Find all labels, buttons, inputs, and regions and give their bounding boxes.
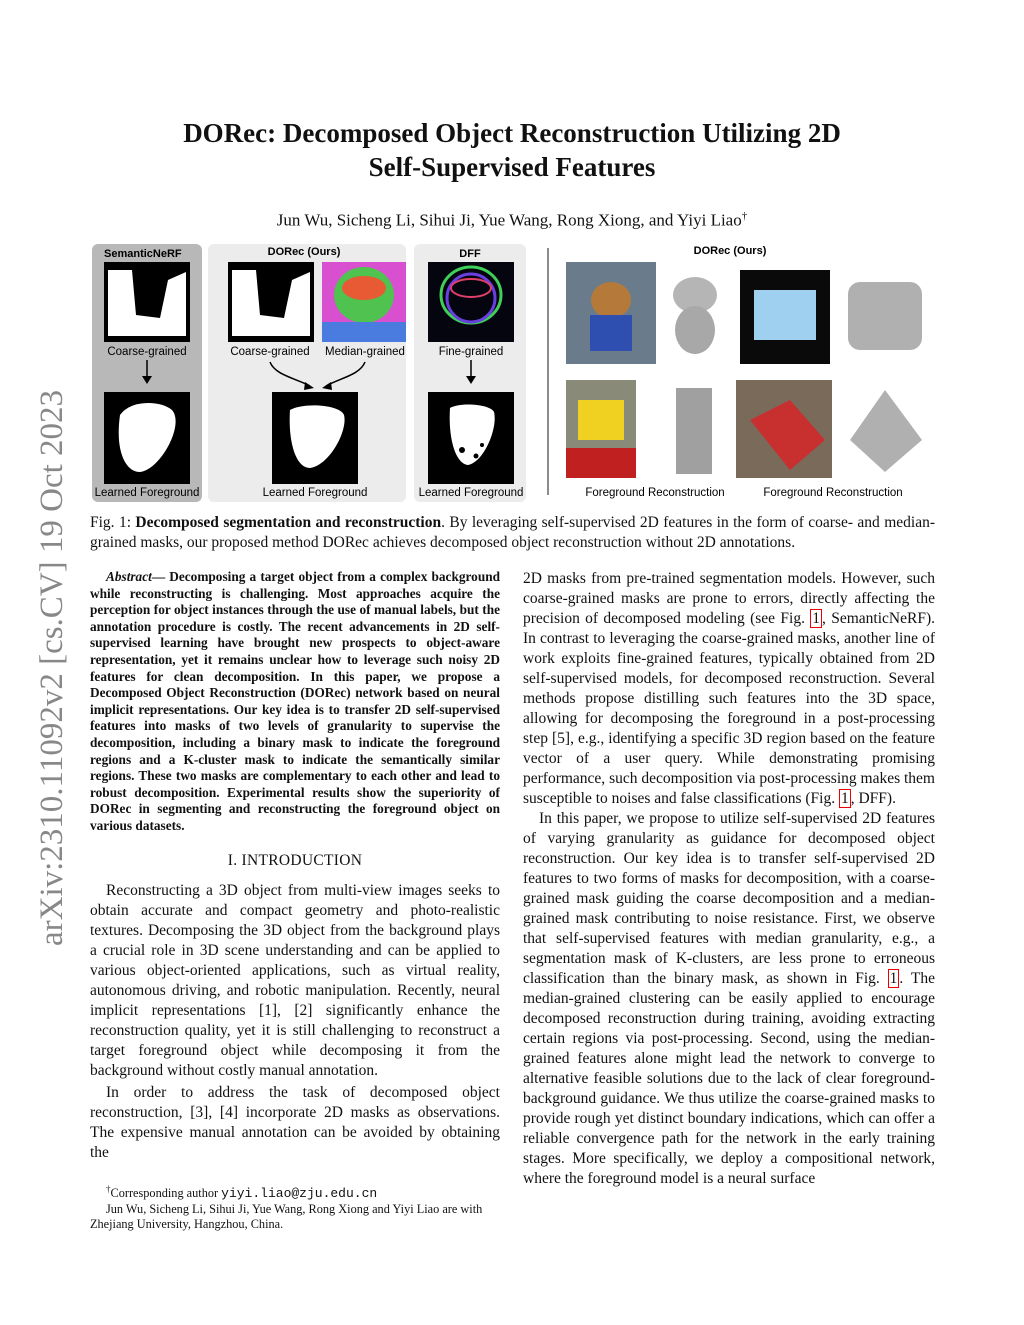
- box-recon-shape: [848, 282, 922, 350]
- authors-text: Jun Wu, Sicheng Li, Sihui Ji, Yue Wang, Rong Xiong, and Yiyi Liao: [276, 210, 742, 230]
- domino-photo-base: [566, 448, 636, 478]
- box-photo-package: [754, 290, 816, 340]
- right-p1-b: , SemanticNeRF). In contrast to leveraging the coarse-grained masks, another line of work exploits fine-grained features, typically obtained from 2D self-supervised models, for decomposed reconstruction. Several methods propose distilling such features into the 3D space, allowing for decomposing the foreground in a post-processing step [5], e.g., identifying a specific 3D region based on the feature vector of a user query. While demonstrating promising performance, such decomposition via post-processing makes them susceptible to noises and false classifications (Fig.: [523, 610, 935, 807]
- lbl-lf-1: Learned Foreground: [94, 487, 200, 499]
- title-line-1: DORec: Decomposed Object Reconstruction Utilizing 2D: [183, 118, 841, 148]
- figure-1-caption: [90, 513, 935, 553]
- lbl-lf-3: Learned Foreground: [418, 487, 524, 499]
- lbl-fine: Fine-grained: [438, 346, 504, 358]
- caption-bold: Decomposed segmentation and reconstruction: [135, 514, 442, 531]
- section-heading-intro: I. INTRODUCTION: [227, 851, 363, 869]
- footnote: [90, 1182, 500, 1233]
- fig-ref-link-2[interactable]: 1: [840, 790, 849, 807]
- corresponding-email[interactable]: yiyi.liao@zju.edu.cn: [221, 1186, 378, 1202]
- right-p1-a: 2D masks from pre-trained segmentation models. However, such coarse-grained masks are prone to errors, directly affecting the precision of decomposed modeling (see Fig.: [523, 570, 935, 627]
- lbl-coarse-1: Coarse-grained: [107, 346, 187, 358]
- author-list: [120, 210, 904, 231]
- right-paragraph-1: [523, 569, 935, 809]
- right-paragraph-2: [523, 809, 935, 1189]
- panel-label-dff: DFF: [459, 248, 481, 260]
- panel-label-dorec-right: DORec (Ours): [693, 245, 767, 257]
- lbl-coarse-2: Coarse-grained: [230, 346, 310, 358]
- lbl-fr-2: Foreground Reconstruction: [763, 487, 903, 499]
- lbl-median: Median-grained: [325, 346, 405, 358]
- panel-label-semanticnerf: SemanticNeRF: [104, 248, 182, 260]
- domino-photo-box: [578, 400, 624, 440]
- caption-text: . By leveraging self-supervised 2D features in the form of coarse- and median-grained masks, our proposed method DORec achieves decomposed object reconstruction without 2D annotations.: [90, 514, 935, 551]
- fig-ref-link-1[interactable]: 1: [812, 610, 821, 627]
- footnote-affiliation: Jun Wu, Sicheng Li, Sihui Ji, Yue Wang, Rong Xiong and Yiyi Liao are with Zhejiang University, Hangzhou, China.: [90, 1201, 483, 1232]
- bear-coat: [590, 315, 632, 351]
- panel-label-dorec: DORec (Ours): [267, 246, 341, 258]
- figure-1-graphic: [90, 240, 935, 505]
- bear-recon-body: [675, 306, 715, 354]
- dorec-median-rim: [342, 276, 386, 300]
- figure-1: [90, 240, 935, 505]
- dff-noise-2: [474, 454, 479, 459]
- dff-noise-1: [459, 447, 465, 453]
- abstract-text: — Decomposing a target object from a complex background while reconstructing is challenging. Most approaches acquire the perception for object instances through the use of manual labels, but the annotation procedure is costly. The recent advancements in 2D self-supervised learning have brought new prospects to object-aware representation, yet it remains unclear how to leverage such noisy 2D features for clean decomposition. In this paper, we propose a Decomposed Object Reconstruction (DORec) network based on neural implicit representations. Our key idea is to transfer 2D self-supervised features into masks of two levels of granularity to supervise the decomposition, including a binary mask to indicate the foreground regions and a K-cluster mask to indicate the semantically similar regions. These two masks are complementary to each other and lead to robust decomposition. Experimental results show the superiority of DORec in segmenting and reconstructing the foreground object on various datasets.: [90, 569, 500, 833]
- corresponding-mark: †: [741, 210, 748, 222]
- lbl-fr-1: Foreground Reconstruction: [585, 487, 725, 499]
- right-column: [523, 569, 935, 1189]
- arxiv-stamp: [0, 0, 90, 1325]
- title-line-2: Self-Supervised Features: [368, 152, 656, 182]
- footnote-mark: †: [106, 1184, 111, 1194]
- intro-paragraph-1: Reconstructing a 3D object from multi-view images seeks to obtain accurate and compact geometry and photo-realistic textures. Decomposing the 3D object from the background plays a crucial role in 3D scene understanding and can be applied to various object-oriented applications, such as virtual reality, autonomous driving, and robotic manipulation. Recently, neural implicit representations [1], [2] significantly enhance the reconstruction quality, yet it is still challenging to reconstruct a target foreground object while decomposing it from the background without costly manual annotation.: [90, 881, 500, 1079]
- abstract: [90, 569, 500, 835]
- bear-head: [591, 282, 631, 318]
- arxiv-id: arXiv:2310.11092v2 [cs.CV] 19 Oct 2023: [34, 389, 70, 946]
- domino-recon-shape: [676, 388, 712, 474]
- right-p1-c: , DFF).: [850, 790, 896, 807]
- footnote-corr-label: Corresponding author: [110, 1186, 222, 1201]
- dorec-median-base: [322, 322, 406, 342]
- caption-prefix: Fig. 1:: [90, 514, 136, 531]
- right-p2-b: . The median-grained clustering can be easily applied to encourage decomposed reconstruction during training, avoiding extracting certain regions via post-processing. Second, using the median-grained features alone might lead the network to converge to alternative feasible solutions due to the lack of clear foreground-background guidance. We thus utilize the coarse-grained masks to provide rough yet distinct boundary indications, which can offer a reliable convergence path for the network in the early training stages. More specifically, we deploy a compositional network, where the foreground model is a neural surface: [523, 970, 935, 1187]
- fig-ref-link-3[interactable]: 1: [889, 970, 898, 987]
- left-column: [90, 569, 500, 1163]
- intro-paragraph-2: In order to address the task of decomposed object reconstruction, [3], [4] incorporate 2D masks as observations. The expensive manual annotation can be avoided by obtaining the: [90, 1083, 500, 1161]
- lbl-lf-2: Learned Foreground: [262, 487, 368, 499]
- paper-title: [120, 116, 904, 184]
- right-p2-a: In this paper, we propose to utilize self-supervised 2D features of varying granularity as guidance for decomposed object reconstruction. Our key idea is to transfer self-supervised 2D features to two forms of masks for decomposition, with a coarse-grained mask guiding the coarse decomposition and a median-grained mask contributing to noise resistance. First, we observe that self-supervised features with median granularity, e.g., a segmentation mask of K-clusters, are less prone to erroneous classification than the binary mask, as shown in Fig.: [523, 810, 935, 987]
- abstract-label: Abstract: [106, 569, 152, 584]
- dff-noise-3: [480, 443, 484, 447]
